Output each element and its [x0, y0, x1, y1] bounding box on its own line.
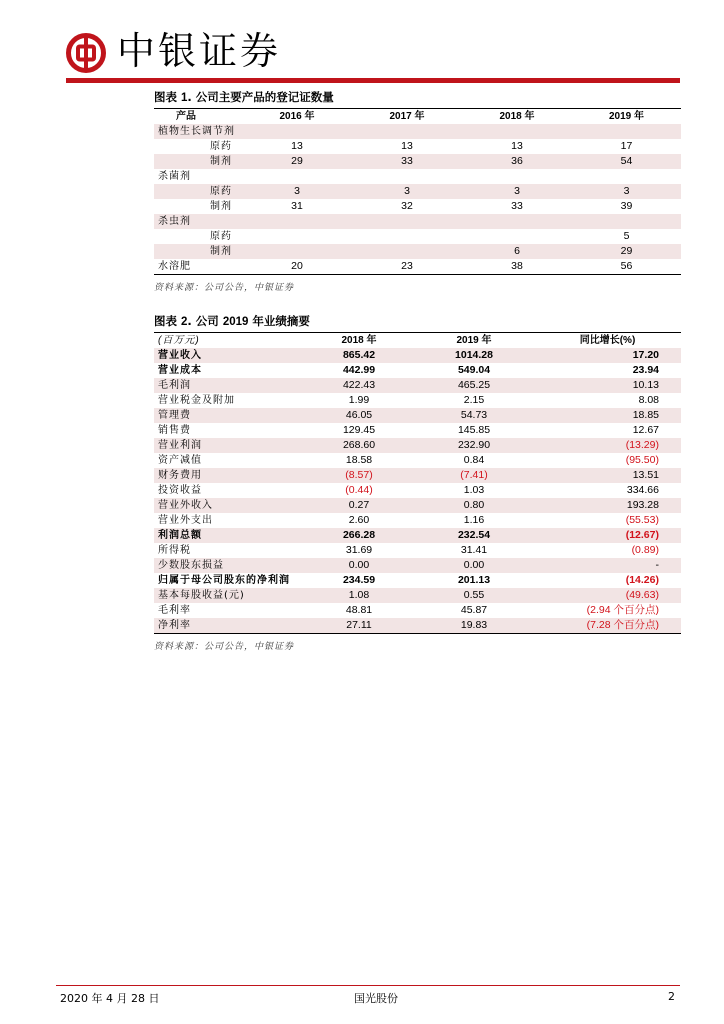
table-row [154, 378, 681, 393]
table-cell: 0.00 [304, 558, 414, 573]
table-row [154, 618, 681, 633]
table-cell [462, 214, 572, 229]
table-cell: 232.54 [414, 528, 534, 543]
table-row [154, 229, 681, 244]
table-cell: 18.58 [345, 454, 373, 466]
table-row [154, 588, 681, 603]
table-cell [352, 229, 462, 244]
table2-section [154, 313, 681, 652]
table-cell [462, 169, 572, 184]
table-row [154, 214, 681, 229]
table-row [154, 498, 681, 513]
row-label: 制剂 [154, 244, 242, 259]
table-cell: (49.63) [534, 588, 681, 603]
table-row [154, 483, 681, 498]
table-cell: 865.42 [304, 348, 414, 363]
table-cell: 18.85 [534, 408, 681, 423]
table2-source: 资料来源：公司公告，中银证券 [154, 642, 295, 652]
table-cell: 549.04 [457, 364, 491, 376]
table-cell: (7.41) [414, 468, 534, 483]
row-label: 销售费 [158, 425, 191, 436]
table1-col-header: 2016 年 [279, 111, 315, 122]
table-cell: 201.13 [457, 574, 491, 586]
table-cell: 442.99 [342, 364, 376, 376]
table-row [154, 438, 681, 453]
row-label: 归属于母公司股东的净利润 [158, 575, 290, 586]
table-cell: 465.25 [414, 378, 534, 393]
table-cell: 422.43 [304, 378, 414, 393]
table2-col-header: (百万元) [158, 335, 200, 346]
table-cell: 20 [291, 260, 303, 272]
table-cell: 10.13 [534, 378, 681, 393]
table-row [154, 453, 681, 468]
row-label: 毛利率 [158, 605, 191, 616]
table-cell: 0.80 [414, 498, 534, 513]
row-label: 所得税 [158, 545, 191, 556]
table-cell: (0.44) [345, 484, 373, 496]
header-divider [66, 78, 680, 83]
table1-col-header: 2017 年 [389, 111, 425, 122]
table-cell: (95.50) [625, 454, 659, 466]
table-cell: 1.16 [463, 514, 485, 526]
table2 [154, 333, 681, 633]
table-cell: 12.67 [632, 424, 659, 436]
table-cell: 56 [620, 260, 633, 272]
table-cell: 23.94 [632, 364, 659, 376]
table-cell: 32 [401, 200, 413, 212]
footer-date: 2020 年 4 月 28 日 [60, 992, 160, 1005]
table1-col-header: 产品 [176, 111, 196, 122]
table-row [154, 423, 681, 438]
row-label: 营业收入 [154, 348, 304, 363]
row-label: 杀虫剂 [154, 214, 242, 229]
table2-title: 图表 2. 公司 2019 年业绩摘要 [154, 314, 310, 328]
table-cell: 17.20 [534, 348, 681, 363]
table-cell: 129.45 [342, 424, 376, 436]
table-cell [352, 244, 462, 259]
row-label: 杀菌剂 [158, 171, 191, 182]
table-cell: 193.28 [534, 498, 681, 513]
row-label: 营业税金及附加 [158, 395, 235, 406]
table-cell [572, 214, 681, 229]
table-cell: 234.59 [342, 574, 376, 586]
table-cell [352, 214, 462, 229]
row-label: 原药 [210, 231, 232, 242]
table-cell: 48.81 [345, 604, 373, 616]
row-label: 营业利润 [154, 438, 304, 453]
page-number: 2 [668, 990, 675, 1003]
table-row [154, 363, 681, 378]
table-cell: 13 [291, 140, 303, 152]
table-cell: 8.08 [638, 394, 659, 406]
row-label: 投资收益 [158, 485, 202, 496]
table-row [154, 543, 681, 558]
table-cell: 3 [242, 184, 352, 199]
table-cell: (14.26) [625, 574, 659, 586]
row-label: 制剂 [210, 201, 232, 212]
table-cell: 29 [242, 154, 352, 169]
table-cell: 1.03 [463, 484, 485, 496]
footer-company: 国光股份 [354, 992, 398, 1005]
table-cell: 36 [462, 154, 572, 169]
table-cell: 13 [511, 140, 523, 152]
table-cell: 1014.28 [414, 348, 534, 363]
table-cell: 266.28 [304, 528, 414, 543]
table-row [154, 259, 681, 274]
table-cell: - [534, 558, 681, 573]
table-cell: 54.73 [414, 408, 534, 423]
table-row [154, 244, 681, 259]
table-cell: 13.51 [534, 468, 681, 483]
table-cell: 2.60 [348, 514, 370, 526]
table-cell: 6 [462, 244, 572, 259]
table1-header-row [154, 109, 681, 124]
table-row [154, 573, 681, 588]
table1-bottom-rule [154, 274, 681, 275]
row-label: 毛利润 [154, 378, 304, 393]
table-cell [242, 214, 352, 229]
table-cell: 13 [401, 140, 413, 152]
table-row [154, 408, 681, 423]
table-row [154, 528, 681, 543]
row-label: 水溶肥 [158, 261, 191, 272]
table1-section [154, 89, 681, 293]
table-cell: (8.57) [304, 468, 414, 483]
row-label: 利润总额 [154, 528, 304, 543]
table2-col-header: 2019 年 [456, 335, 492, 346]
table-cell [572, 124, 681, 139]
row-label: 营业成本 [158, 365, 202, 376]
brand-name: 中银证券 [117, 29, 282, 73]
table-row [154, 139, 681, 154]
row-label: 原药 [210, 141, 232, 152]
table2-col-header: 2018 年 [341, 335, 377, 346]
table-cell: 46.05 [304, 408, 414, 423]
table-cell: (12.67) [534, 528, 681, 543]
table-cell: 3 [572, 184, 681, 199]
table-cell: 31.41 [460, 544, 488, 556]
page-header [0, 0, 724, 86]
table-cell [572, 169, 681, 184]
table-cell [242, 244, 352, 259]
table-cell [352, 169, 462, 184]
table-cell: 33 [352, 154, 462, 169]
row-label: 营业外支出 [158, 515, 213, 526]
table-row [154, 348, 681, 363]
table-cell [242, 169, 352, 184]
table1-source: 资料来源：公司公告，中银证券 [154, 283, 295, 293]
table-cell: (55.53) [625, 514, 659, 526]
table-cell: (13.29) [534, 438, 681, 453]
row-label: 植物生长调节剂 [154, 124, 242, 139]
table-cell: 0.27 [304, 498, 414, 513]
table1-col-header: 2018 年 [499, 111, 535, 122]
table-cell: 29 [572, 244, 681, 259]
table-cell: 3 [352, 184, 462, 199]
table-row [154, 124, 681, 139]
table-row [154, 468, 681, 483]
table-cell [462, 124, 572, 139]
table-cell: 39 [620, 200, 633, 212]
table-cell: (0.89) [631, 544, 659, 556]
table-cell: 3 [462, 184, 572, 199]
table-cell: 27.11 [304, 618, 414, 633]
table-cell: 0.55 [414, 588, 534, 603]
table-cell: (7.28 个百分点) [534, 618, 681, 633]
table-cell: 33 [511, 200, 523, 212]
table-row [154, 393, 681, 408]
table-cell: 17 [620, 140, 633, 152]
table-cell [242, 229, 352, 244]
table-cell: 31 [291, 200, 303, 212]
row-label: 少数股东损益 [154, 558, 304, 573]
row-label: 净利率 [154, 618, 304, 633]
table-cell: 145.85 [457, 424, 491, 436]
row-label: 制剂 [154, 154, 242, 169]
footer-divider [56, 985, 680, 986]
table-cell: 268.60 [304, 438, 414, 453]
row-label: 基本每股收益(元) [154, 588, 304, 603]
table2-bottom-rule [154, 633, 681, 634]
table-row [154, 199, 681, 214]
table2-header-row [154, 333, 681, 348]
table1-col-header: 2019 年 [608, 111, 645, 122]
table-cell: 54 [572, 154, 681, 169]
table-cell: 0.84 [463, 454, 485, 466]
table-cell: 232.90 [414, 438, 534, 453]
table-cell: 45.87 [460, 604, 488, 616]
table-row [154, 603, 681, 618]
table-cell [352, 124, 462, 139]
table-cell: 38 [511, 260, 523, 272]
table-row [154, 184, 681, 199]
row-label: 资产减值 [158, 455, 202, 466]
table-row [154, 513, 681, 528]
row-label: 财务费用 [154, 468, 304, 483]
table-cell: 5 [623, 230, 630, 242]
table-cell: 19.83 [414, 618, 534, 633]
table-cell [242, 124, 352, 139]
table-cell: 1.99 [348, 394, 370, 406]
row-label: 营业外收入 [154, 498, 304, 513]
table-cell: 2.15 [463, 394, 485, 406]
table-cell: 31.69 [345, 544, 373, 556]
table1 [154, 109, 681, 274]
row-label: 管理费 [154, 408, 304, 423]
table-cell: 0.00 [414, 558, 534, 573]
table1-title: 图表 1. 公司主要产品的登记证数量 [154, 90, 334, 104]
table-row [154, 558, 681, 573]
table-cell [462, 229, 572, 244]
table-cell: 334.66 [626, 484, 659, 496]
table-cell: 23 [401, 260, 413, 272]
table-row [154, 154, 681, 169]
bank-of-china-logo-icon [66, 33, 106, 73]
table-cell: 1.08 [304, 588, 414, 603]
table2-col-header: 同比增长(%) [579, 335, 636, 346]
row-label: 原药 [154, 184, 242, 199]
table-row [154, 169, 681, 184]
table-cell: (2.94 个百分点) [586, 604, 659, 616]
